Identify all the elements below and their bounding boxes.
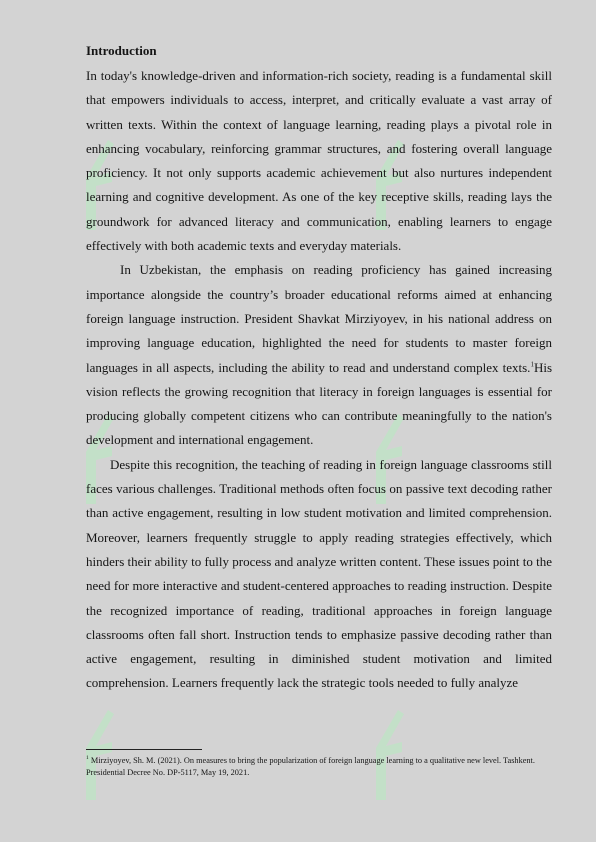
footnote-marker: 1 bbox=[86, 755, 89, 762]
footnote-divider bbox=[86, 749, 202, 750]
paragraph-uzbekistan bbox=[86, 258, 552, 452]
paragraph-uzbekistan-continuation: His vision reflects the growing recognition that literacy in foreign languages is essential for producing globally competent citizens who can contribute meaningfully to the nation's development and international engagement. bbox=[86, 359, 552, 448]
section-heading: Introduction bbox=[86, 43, 157, 58]
footnote-text: Mirziyoyev, Sh. M. (2021). On measures to bring the popularization of foreign language learning to a qualitative new level. Tashkent. Presidential Decree No. DP-5117, May 19, 2021. bbox=[86, 756, 535, 777]
document-body bbox=[86, 42, 552, 696]
paragraph-intro: In today's knowledge-driven and information-rich society, reading is a fundamental skill that empowers individuals to access, interpret, and critically evaluate a vast array of written texts. Within the context of language learning, reading plays a pivotal role in enhancing vocabulary, reinforcing grammar structures, and fostering overall language proficiency. It not only supports academic achievement but also nurtures independent learning and cognitive development. As one of the key receptive skills, reading lays the groundwork for advanced literacy and communication, enabling learners to engage effectively with both academic texts and everyday materials. bbox=[86, 68, 552, 254]
paragraph-challenges: Despite this recognition, the teaching of reading in foreign language classrooms still faces various challenges. Traditional methods often focus on passive text decoding rather than active engagement, resulting in low student motivation and limited comprehension. Moreover, learners frequently struggle to apply reading strategies effectively, which hinders their ability to fully process and analyze written content. These issues point to the need for more interactive and student-centered approaches to reading instruction. Despite the recognized importance of reading, traditional approaches in foreign language classrooms often fall short. Instruction tends to emphasize passive decoding rather than active engagement, resulting in diminished student motivation and limited comprehension. Learners frequently lack the strategic tools needed to fully analyze bbox=[86, 456, 552, 691]
footnote bbox=[86, 755, 552, 779]
footnote-reference[interactable]: 1 bbox=[530, 360, 534, 369]
paragraph-uzbekistan-text: In Uzbekistan, the emphasis on reading proficiency has gained increasing importance alongside the country’s broader educational reforms aimed at enhancing foreign language instruction. President Shavkat Mirziyoyev, in his national address on improving language education, highlighted the need for students to master foreign languages in all aspects, including the ability to read and understand complex texts. bbox=[86, 262, 552, 375]
